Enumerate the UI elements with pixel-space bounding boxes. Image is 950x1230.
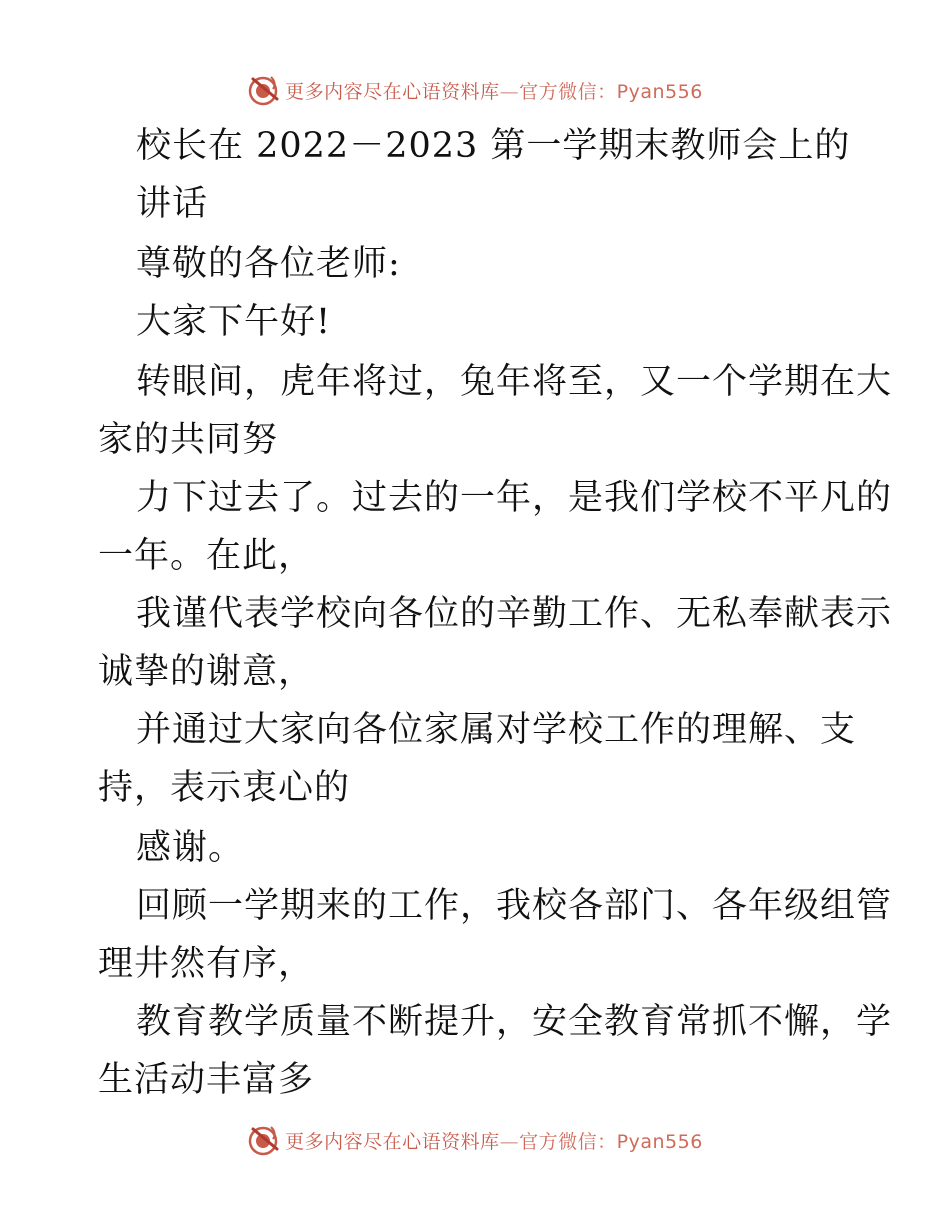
- watermark-text: [285, 1127, 703, 1154]
- title-line-1: 校长在 2022－2023 第一学期末教师会上的: [136, 126, 851, 166]
- greeting: 大家下午好!: [136, 302, 332, 342]
- paragraph-line: 感谢。: [136, 828, 245, 868]
- paragraph-line: 诚挚的谢意，: [98, 652, 315, 692]
- salutation: 尊敬的各位老师:: [136, 244, 401, 284]
- watermark-main: 更多内容尽在心语资料库: [285, 80, 500, 103]
- paragraph-line: 转眼间，虎年将过，兔年将至，又一个学期在大: [136, 362, 893, 402]
- paragraph-line: 教育教学质量不断提升，安全教育常抓不懈，学: [136, 1002, 893, 1042]
- header-watermark: [0, 70, 950, 110]
- title-line-2: 讲话: [136, 184, 209, 224]
- paragraph-line: 家的共同努: [98, 420, 279, 460]
- watermark-dash: —: [499, 1130, 520, 1153]
- watermark-text: [285, 77, 703, 104]
- watermark-wechat: 官方微信：Pyan556: [519, 80, 703, 103]
- watermark-main: 更多内容尽在心语资料库: [285, 1130, 500, 1153]
- paragraph-line: 一年。在此，: [98, 536, 315, 576]
- paragraph-line: 并通过大家向各位家属对学校工作的理解、支: [136, 710, 857, 750]
- quill-seal-icon: [247, 73, 281, 107]
- paragraph-line: 理井然有序，: [98, 944, 315, 984]
- quill-seal-icon: [247, 1123, 281, 1157]
- paragraph-line: 力下过去了。过去的一年，是我们学校不平凡的: [136, 478, 893, 518]
- paragraph-line: 持，表示衷心的: [98, 768, 351, 808]
- watermark-wechat: 官方微信：Pyan556: [519, 1130, 703, 1153]
- footer-watermark: [0, 1120, 950, 1160]
- watermark-dash: —: [499, 80, 520, 103]
- paragraph-line: 回顾一学期来的工作，我校各部门、各年级组管: [136, 886, 893, 926]
- paragraph-line: 我谨代表学校向各位的辛勤工作、无私奉献表示: [136, 594, 893, 634]
- paragraph-line: 生活动丰富多: [98, 1060, 315, 1100]
